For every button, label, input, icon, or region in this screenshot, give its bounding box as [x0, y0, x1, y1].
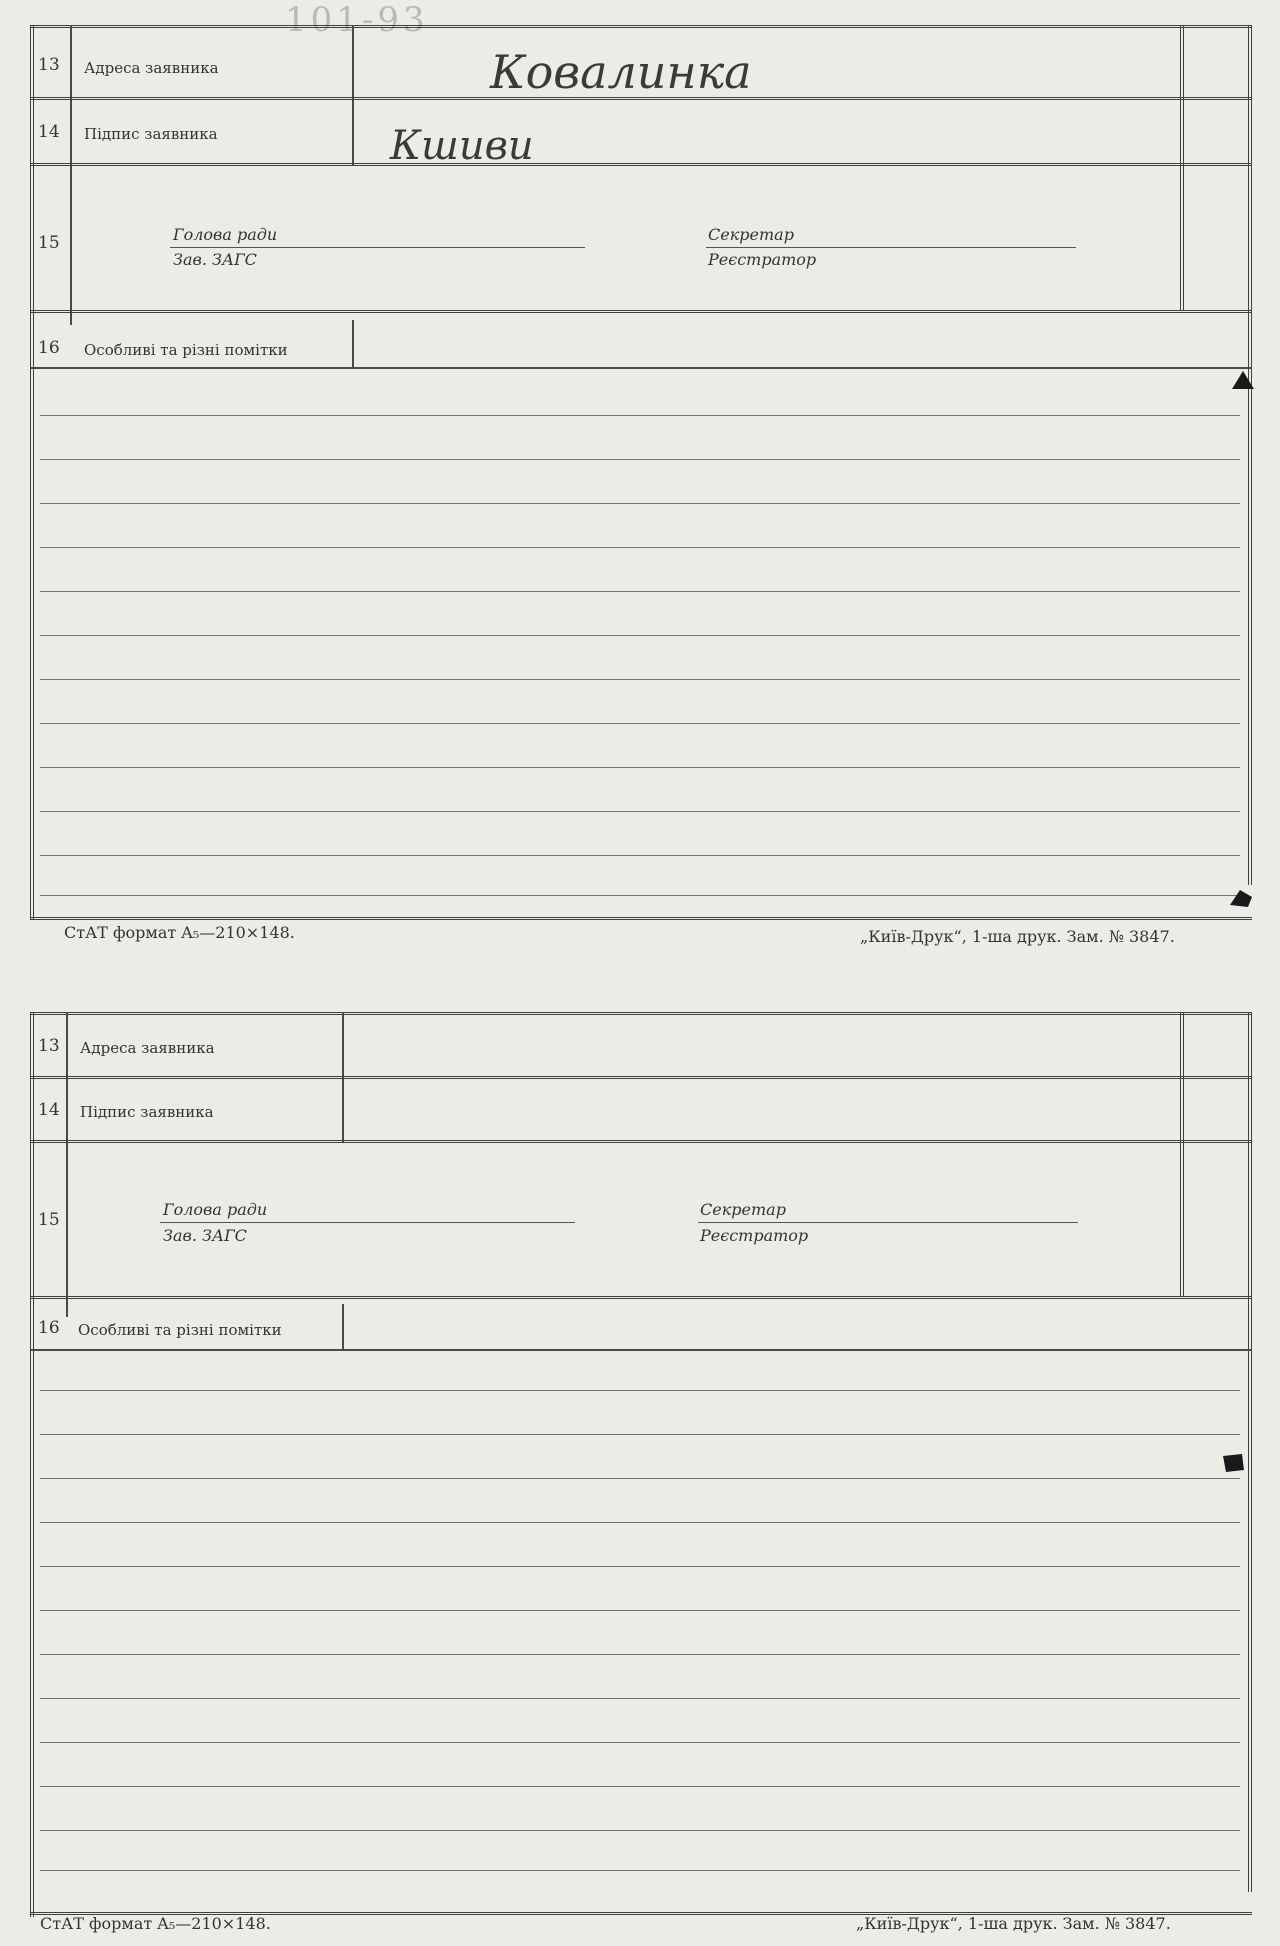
printer-note: „Київ-Друк“, 1-ша друк. Зам. № 3847. [860, 927, 1175, 946]
row-number: 14 [38, 122, 60, 142]
secretary-title: Секретар [708, 225, 794, 244]
registrar-title: Реєстратор [708, 250, 817, 269]
row-number: 13 [38, 55, 60, 75]
handwritten-address: Ковалинка [490, 45, 752, 99]
signature-line [706, 247, 1076, 248]
row-number: 13 [38, 1036, 60, 1056]
archive-page-number: 101-93 [285, 0, 429, 40]
special-notes-label: Особливі та різні помітки [78, 1321, 282, 1339]
special-notes-label: Особливі та різні помітки [84, 341, 288, 359]
form-frame [30, 25, 1252, 919]
binding-hole-icon [1230, 369, 1256, 391]
row-number: 15 [38, 233, 60, 253]
form-sheet-bottom [30, 1012, 1252, 1933]
handwritten-signature: Кшиви [390, 123, 534, 169]
signature-line [160, 1222, 575, 1223]
row-number: 16 [38, 338, 60, 358]
row-number: 15 [38, 1210, 60, 1230]
applicant-address-label: Адреса заявника [80, 1039, 215, 1057]
form-frame [30, 1012, 1252, 1906]
form-format-note: СтАТ формат A₅—210×148. [64, 923, 295, 942]
binding-hole-icon [1220, 1452, 1246, 1474]
chairman-title: Голова ради [163, 1200, 268, 1219]
chairman-title: Голова ради [173, 225, 278, 244]
row-number: 14 [38, 1100, 60, 1120]
row-number: 16 [38, 1318, 60, 1338]
signature-line [698, 1222, 1078, 1223]
applicant-signature-label: Підпис заявника [84, 125, 218, 143]
form-format-note: СтАТ формат A₅—210×148. [40, 1914, 271, 1933]
binding-hole-icon [1228, 887, 1254, 909]
applicant-address-label: Адреса заявника [84, 59, 219, 77]
registry-head-title: Зав. ЗАГС [163, 1226, 247, 1245]
signature-line [170, 247, 585, 248]
form-sheet-top [30, 25, 1252, 946]
applicant-signature-label: Підпис заявника [80, 1103, 214, 1121]
registry-head-title: Зав. ЗАГС [173, 250, 257, 269]
registrar-title: Реєстратор [700, 1226, 809, 1245]
secretary-title: Секретар [700, 1200, 786, 1219]
printer-note: „Київ-Друк“, 1-ша друк. Зам. № 3847. [856, 1914, 1171, 1933]
